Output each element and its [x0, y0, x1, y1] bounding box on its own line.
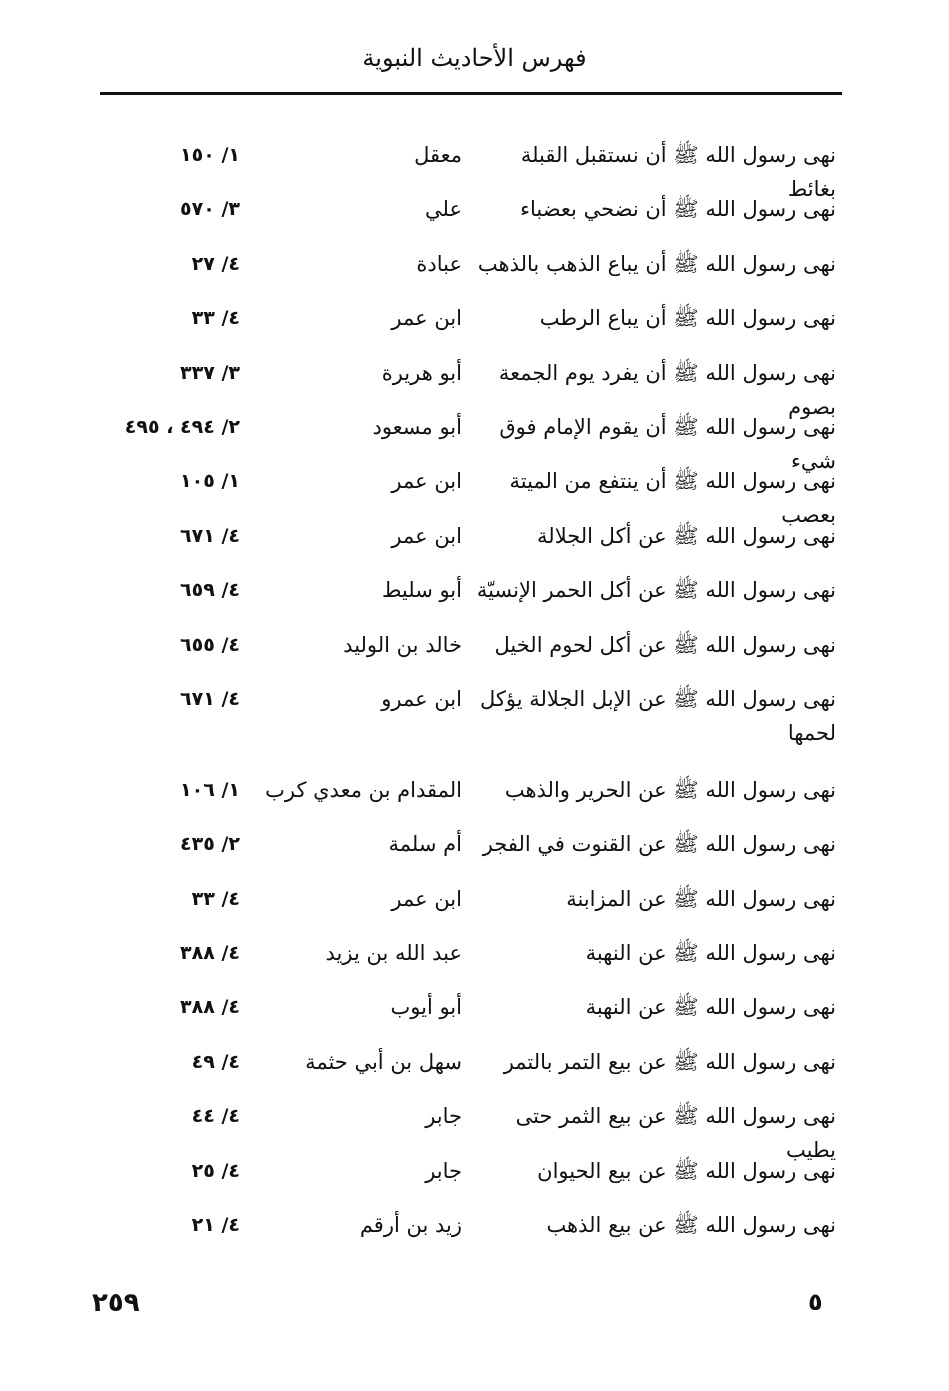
- index-entry: [100, 1045, 842, 1099]
- hadith-text: نهى رسول الله ﷺ عن بيع الحيوان: [537, 1158, 836, 1183]
- page-title: فهرس الأحاديث النبوية: [362, 44, 587, 72]
- hadith-text: نهى رسول الله ﷺ عن الحرير والذهب: [504, 777, 836, 802]
- volume-page-reference: ٣/ ٣٣٧: [180, 361, 240, 384]
- narrator-name: عبد الله بن يزيد: [325, 941, 462, 966]
- volume-page-reference: ١/ ١٠٥: [180, 470, 240, 493]
- narrator-name: علي: [425, 197, 462, 222]
- volume-page-reference: ٤/ ٣٨٨: [180, 996, 240, 1019]
- hadith-text: نهى رسول الله ﷺ عن النهبة: [585, 941, 836, 966]
- hadith-text: نهى رسول الله ﷺ عن القنوت في الفجر: [482, 832, 836, 857]
- hadith-text: نهى رسول الله ﷺ عن بيع التمر بالتمر: [503, 1049, 836, 1074]
- hadith-text: نهى رسول الله ﷺ أن ينتفع من الميتة بعصب: [509, 469, 836, 528]
- narrator-name: ابن عمرو: [381, 686, 462, 711]
- hadith-text: نهى رسول الله ﷺ عن بيع الثمر حتى يطيب: [515, 1104, 836, 1163]
- volume-page-reference: ١/ ١٠٦: [180, 778, 240, 801]
- hadith-text: نهى رسول الله ﷺ عن المزابنة: [566, 886, 836, 911]
- volume-page-reference: ٤/ ٢٥: [191, 1159, 240, 1182]
- volume-page-reference: ٤/ ٣٨٨: [180, 942, 240, 965]
- hadith-text: نهى رسول الله ﷺ أن يفرد يوم الجمعة بصوم: [498, 360, 836, 419]
- narrator-name: خالد بن الوليد: [343, 632, 462, 657]
- narrator-name: سهل بن أبي حثمة: [305, 1049, 462, 1074]
- hadith-text: نهى رسول الله ﷺ أن يباع الذهب بالذهب: [477, 251, 836, 276]
- volume-page-reference: ٤/ ٦٧١: [180, 524, 240, 547]
- volume-page-reference: ٤/ ٦٥٥: [180, 633, 240, 656]
- index-entry: [100, 356, 842, 419]
- index-entry: [100, 628, 842, 682]
- volume-page-reference: ٤/ ٣٣: [191, 307, 240, 330]
- index-entry: [100, 990, 842, 1044]
- narrator-name: جابر: [425, 1104, 462, 1129]
- index-entry: [100, 138, 842, 201]
- volume-page-reference: ٢/ ٤٣٥: [180, 833, 240, 856]
- narrator-name: عبادة: [416, 251, 462, 276]
- hadith-text: نهى رسول الله ﷺ عن الإبل الجلالة يؤكل لحمها: [479, 686, 836, 745]
- narrator-name: أم سلمة: [388, 832, 462, 857]
- signature-number: ٥: [808, 1288, 823, 1316]
- narrator-name: ابن عمر: [391, 886, 462, 911]
- volume-page-reference: ٤/ ٣٣: [191, 887, 240, 910]
- index-entry: [100, 247, 842, 301]
- index-entry: [100, 410, 842, 473]
- volume-page-reference: ٣/ ٥٧٠: [180, 198, 240, 221]
- hadith-text: نهى رسول الله ﷺ عن أكل لحوم الخيل: [494, 632, 836, 657]
- narrator-name: جابر: [425, 1158, 462, 1183]
- index-entry: [100, 1208, 842, 1262]
- narrator-name: أبو أيوب: [390, 995, 462, 1020]
- volume-page-reference: ٤/ ٢١: [191, 1214, 240, 1237]
- narrator-name: أبو هريرة: [381, 360, 462, 385]
- narrator-name: أبو سليط: [381, 578, 462, 603]
- narrator-name: معقل: [414, 143, 462, 167]
- index-entry: [100, 464, 842, 528]
- index-entry: [100, 773, 842, 827]
- index-entry: [100, 1154, 842, 1208]
- index-entry: [100, 827, 842, 881]
- narrator-name: ابن عمر: [391, 469, 462, 494]
- index-entry: [100, 301, 842, 355]
- hadith-text: نهى رسول الله ﷺ أن يباع الرطب: [539, 306, 836, 331]
- hadith-text: نهى رسول الله ﷺ أن نضحي بعضباء: [520, 197, 836, 222]
- hadith-text: نهى رسول الله ﷺ عن النهبة: [585, 995, 836, 1020]
- hadith-text: نهى رسول الله ﷺ أن يقوم الإمام فوق شيء: [499, 414, 836, 473]
- hadith-text: نهى رسول الله ﷺ عن بيع الذهب: [546, 1213, 836, 1238]
- hadith-text: نهى رسول الله ﷺ عن أكل الجلالة: [537, 523, 836, 548]
- index-entry: [100, 573, 842, 627]
- index-entry: [100, 682, 842, 773]
- index-entry: [100, 936, 842, 990]
- volume-page-reference: ٢/ ٤٩٤ ، ٤٩٥: [124, 415, 240, 438]
- volume-page-reference: ٤/ ٦٥٩: [180, 579, 240, 602]
- narrator-name: ابن عمر: [391, 306, 462, 331]
- index-entry: [100, 519, 842, 573]
- volume-page-reference: ٤/ ٦٧١: [180, 687, 240, 710]
- narrator-name: ابن عمر: [391, 523, 462, 548]
- narrator-name: أبو مسعود: [372, 414, 462, 439]
- hadith-text: نهى رسول الله ﷺ أن نستقبل القبلة بغائط: [520, 143, 836, 201]
- narrator-name: زيد بن أرقم: [359, 1213, 462, 1238]
- narrator-name: المقدام بن معدي كرب: [265, 777, 462, 802]
- volume-page-reference: ٤/ ٤٤: [191, 1105, 240, 1128]
- volume-page-reference: ٤/ ٤٩: [191, 1050, 240, 1073]
- page-number: ٢٥٩: [92, 1288, 140, 1318]
- volume-page-reference: ٤/ ٢٧: [191, 252, 240, 275]
- hadith-text: نهى رسول الله ﷺ عن أكل الحمر الإنسيّة: [476, 578, 836, 603]
- index-entry: [100, 1099, 842, 1163]
- index-entry: [100, 192, 842, 246]
- hadith-index-list: [100, 138, 842, 1262]
- index-entry: [100, 882, 842, 936]
- volume-page-reference: ١/ ١٥٠: [180, 144, 240, 166]
- header-rule: [100, 92, 842, 95]
